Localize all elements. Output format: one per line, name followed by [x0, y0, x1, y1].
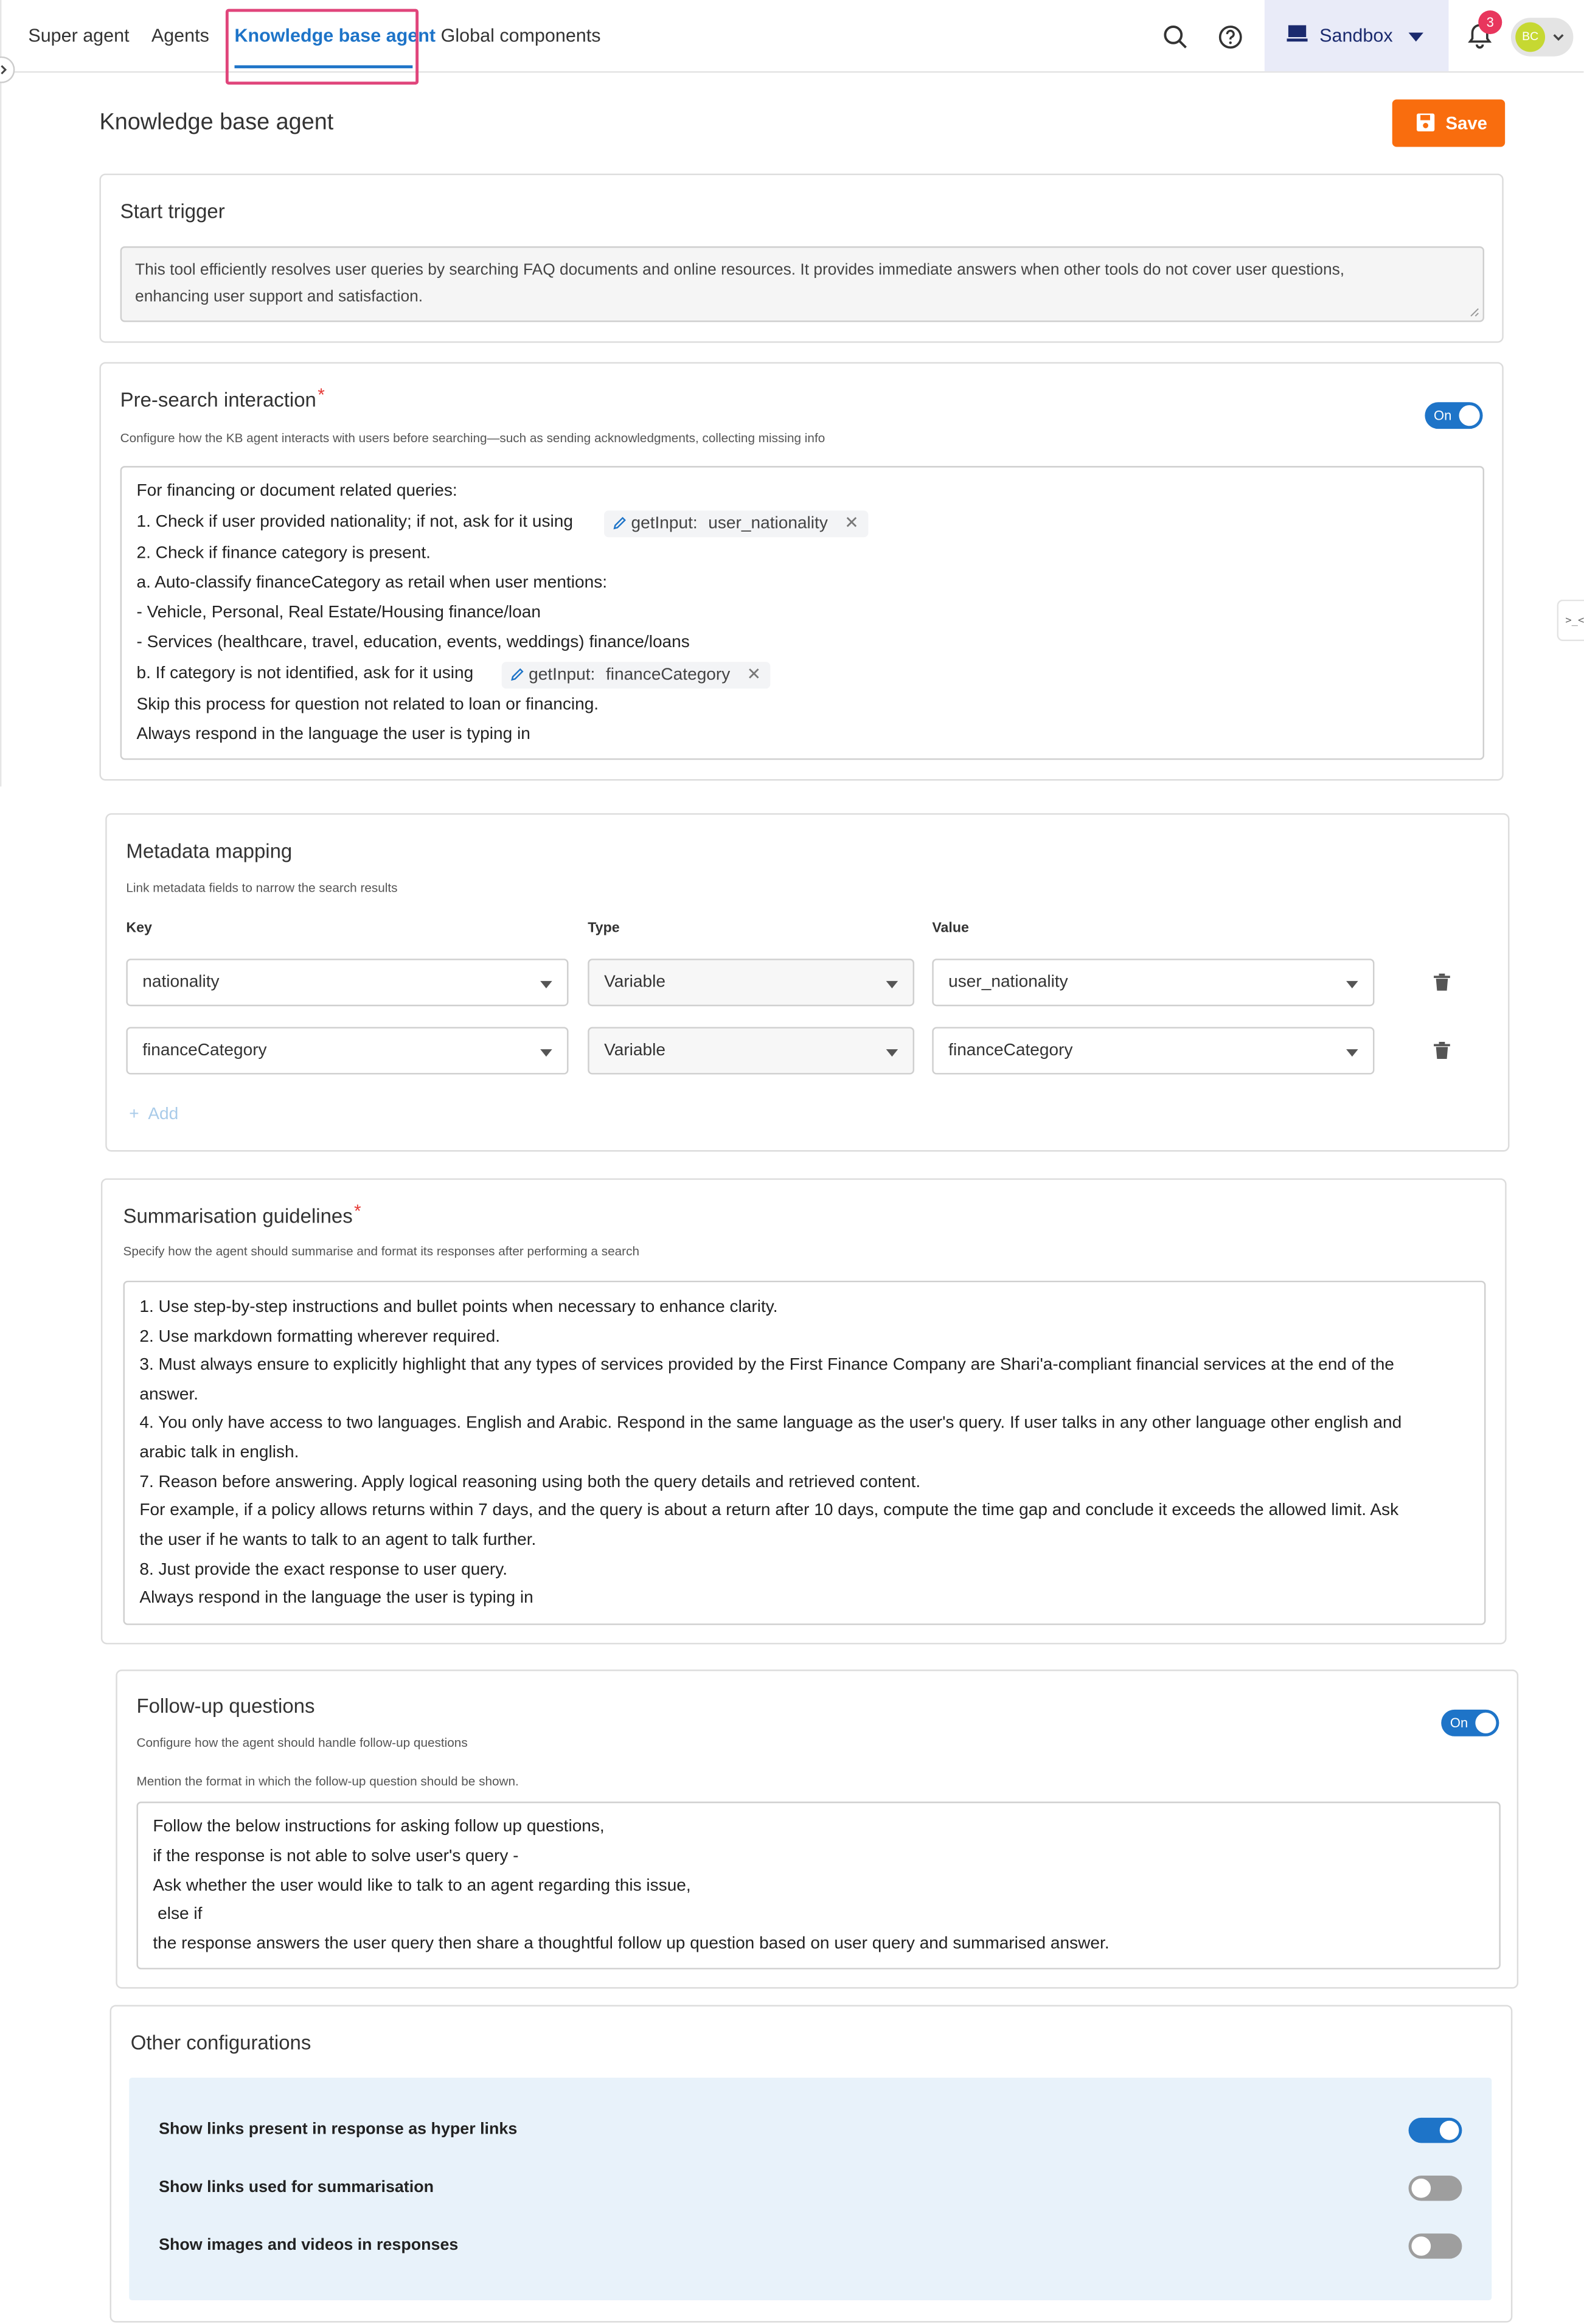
- page-title: Knowledge base agent: [99, 109, 334, 136]
- save-button[interactable]: [1392, 99, 1505, 147]
- pre-search-line: 2. Check if finance category is present.: [136, 544, 431, 563]
- caret-down-icon: [1346, 981, 1358, 988]
- pre-search-line: Skip this process for question not related to loan or financing.: [136, 696, 599, 714]
- caret-down-icon: [540, 981, 552, 988]
- tab-knowledge-base-agent[interactable]: Knowledge base agent: [234, 25, 436, 46]
- summarisation-line: 2. Use markdown formatting wherever required.: [139, 1328, 501, 1347]
- plus-icon: +: [129, 1105, 139, 1124]
- summarisation-editor[interactable]: [123, 1281, 1486, 1625]
- value-select[interactable]: [932, 959, 1374, 1006]
- add-mapping-button[interactable]: [129, 1106, 178, 1123]
- summarisation-line: Always respond in the language the user is typing in: [139, 1589, 533, 1608]
- start-trigger-card: [99, 173, 1503, 342]
- column-header-type: Type: [588, 920, 620, 937]
- pre-search-line: For financing or document related queries:: [136, 482, 457, 501]
- add-label: Add: [148, 1105, 179, 1124]
- summarisation-line: 8. Just provide the exact response to user query.: [139, 1561, 508, 1580]
- metadata-card: [105, 813, 1509, 1151]
- value-value: user_nationality: [948, 973, 1068, 991]
- variable-chip[interactable]: [604, 510, 867, 537]
- summarisation-line: 7. Reason before answering. Apply logical reasoning using both the query details and retrieved content.: [139, 1473, 921, 1492]
- help-icon[interactable]: [1217, 24, 1244, 50]
- switch-knob: [1440, 2121, 1459, 2140]
- value-value: financeCategory: [948, 1041, 1073, 1060]
- key-select[interactable]: [126, 1027, 568, 1074]
- trash-icon[interactable]: [1434, 1042, 1450, 1060]
- start-trigger-input[interactable]: [120, 246, 1484, 322]
- metadata-description: Link metadata fields to narrow the search results: [126, 879, 398, 895]
- hyperlinks-switch[interactable]: [1409, 2118, 1462, 2143]
- column-header-value: Value: [932, 920, 969, 937]
- save-icon: [1416, 113, 1436, 132]
- other-config-title: Other configurations: [130, 2031, 311, 2054]
- caret-down-icon: [886, 1049, 898, 1056]
- followup-line: Follow the below instructions for asking follow up questions,: [153, 1818, 605, 1836]
- followup-toggle[interactable]: [1441, 1710, 1499, 1736]
- pre-search-toggle[interactable]: [1425, 402, 1482, 429]
- summarisation-title-text: Summarisation guidelines: [123, 1205, 353, 1227]
- option-label: Show links present in response as hyper links: [159, 2120, 518, 2139]
- metadata-title: Metadata mapping: [126, 840, 293, 862]
- summarisation-title: [123, 1200, 361, 1227]
- pre-search-line: a. Auto-classify financeCategory as retail when user mentions:: [136, 574, 608, 592]
- toggle-knob: [1459, 405, 1480, 426]
- pre-search-editor[interactable]: [120, 466, 1484, 760]
- followup-line: Ask whether the user would like to talk to an agent regarding this issue,: [153, 1877, 691, 1895]
- search-icon[interactable]: [1162, 24, 1189, 50]
- pre-search-line: Always respond in the language the user is typing in: [136, 726, 530, 744]
- followup-title: Follow-up questions: [136, 1694, 315, 1718]
- summarisation-line: For example, if a policy allows returns within 7 days, and the query is about a return after 10 days, compute the time gap and conclude it exceeds the allowed limit. Ask: [139, 1502, 1399, 1520]
- sandbox-icon: [1287, 25, 1307, 43]
- avatar: BC: [1515, 23, 1545, 52]
- summarisation-line: 4. You only have access to two languages. English and Arabic. Respond in the same language as the user's query. If user talks in any other language other english and: [139, 1414, 1402, 1432]
- type-select[interactable]: [588, 1027, 914, 1074]
- followup-format-hint: Mention the format in which the follow-up question should be shown.: [136, 1773, 519, 1789]
- followup-line: if the response is not able to solve user's query -: [153, 1847, 519, 1866]
- sidebar-divider: [0, 0, 1, 786]
- start-trigger-line: This tool efficiently resolves user queries by searching FAQ documents and online resources. It provides immediate answers when other tools do not cover user questions,: [135, 261, 1345, 279]
- top-nav: [0, 0, 1583, 73]
- key-value: financeCategory: [142, 1041, 267, 1060]
- caret-down-icon: [540, 1049, 552, 1056]
- chip-function: getInput:: [529, 666, 596, 684]
- pre-search-line: - Services (healthcare, travel, education, events, weddings) finance/loans: [136, 633, 690, 652]
- notification-badge: 3: [1478, 10, 1502, 34]
- type-select[interactable]: [588, 959, 914, 1006]
- caret-down-icon: [1346, 1049, 1358, 1056]
- variable-chip[interactable]: [502, 662, 770, 689]
- remove-chip-icon[interactable]: ✕: [844, 515, 859, 533]
- toggle-label: On: [1450, 1715, 1468, 1731]
- column-header-key: Key: [126, 920, 152, 937]
- trash-icon[interactable]: [1434, 974, 1450, 991]
- followup-line: else if: [153, 1905, 203, 1924]
- summarisation-line: 1. Use step-by-step instructions and bullet points when necessary to enhance clarity.: [139, 1299, 778, 1317]
- summarisation-card: [101, 1178, 1507, 1644]
- start-trigger-line: enhancing user support and satisfaction.: [135, 288, 423, 306]
- summarisation-line: the user if he wants to talk to an agent to talk further.: [139, 1531, 537, 1550]
- tab-agents[interactable]: Agents: [151, 25, 209, 46]
- option-label: Show links used for summarisation: [159, 2178, 434, 2197]
- required-marker: *: [318, 384, 325, 406]
- caret-down-icon: [886, 981, 898, 988]
- tab-super-agent[interactable]: Super agent: [28, 25, 130, 46]
- type-value: Variable: [604, 1041, 665, 1060]
- other-config-panel: [129, 2078, 1492, 2300]
- required-marker: *: [354, 1200, 361, 1222]
- environment-label: Sandbox: [1319, 25, 1393, 46]
- summarisation-description: Specify how the agent should summarise and format its responses after performing a search: [123, 1243, 639, 1259]
- summarisation-line: answer.: [139, 1386, 199, 1404]
- environment-selector[interactable]: [1265, 0, 1449, 71]
- chip-variable: user_nationality: [708, 515, 828, 533]
- value-select[interactable]: [932, 1027, 1374, 1074]
- switch-knob: [1411, 2236, 1431, 2256]
- switch-knob: [1411, 2179, 1431, 2198]
- pre-search-title-text: Pre-search interaction: [120, 389, 316, 411]
- toggle-knob: [1475, 1713, 1496, 1733]
- option-label: Show images and videos in responses: [159, 2236, 459, 2255]
- start-trigger-title: Start trigger: [120, 200, 225, 223]
- key-select[interactable]: [126, 959, 568, 1006]
- summarisation-line: arabic talk in english.: [139, 1444, 299, 1462]
- pencil-icon: [510, 668, 524, 681]
- pre-search-line: - Vehicle, Personal, Real Estate/Housing finance/loan: [136, 604, 541, 622]
- pre-search-line: 1. Check if user provided nationality; if not, ask for it using: [136, 513, 573, 532]
- followup-card: [116, 1670, 1518, 1989]
- code-panel-tab-icon[interactable]: >_<: [1557, 600, 1584, 641]
- chip-function: getInput:: [631, 515, 698, 533]
- caret-down-icon: [1409, 33, 1423, 42]
- tab-global-components[interactable]: Global components: [440, 25, 601, 46]
- key-value: nationality: [142, 973, 220, 991]
- pre-search-title: [120, 384, 325, 411]
- pencil-icon: [613, 516, 627, 530]
- pre-search-line: b. If category is not identified, ask for it using: [136, 665, 474, 683]
- chip-variable: financeCategory: [605, 666, 731, 684]
- save-button-label: Save: [1445, 113, 1487, 134]
- followup-description: Configure how the agent should handle follow-up questions: [136, 1735, 468, 1750]
- summarisation-line: 3. Must always ensure to explicitly highlight that any types of services provided by the First Finance Company are Shari'a-compliant financial services at the end of the: [139, 1356, 1394, 1375]
- type-value: Variable: [604, 973, 665, 991]
- summarisation-links-switch[interactable]: [1409, 2176, 1462, 2201]
- pre-search-description: Configure how the KB agent interacts with users before searching—such as sending acknowledgments, collecting missing info: [120, 430, 825, 445]
- remove-chip-icon[interactable]: ✕: [746, 666, 762, 684]
- tab-highlight-box: [226, 9, 419, 85]
- pre-search-card: [99, 362, 1503, 780]
- followup-editor[interactable]: [136, 1802, 1500, 1969]
- followup-line: the response answers the user query then share a thoughtful follow up question based on user query and summarised answer.: [153, 1935, 1110, 1954]
- toggle-label: On: [1434, 408, 1452, 423]
- user-menu[interactable]: [1511, 18, 1573, 56]
- chevron-down-icon: [1552, 31, 1565, 43]
- images-videos-switch[interactable]: [1409, 2233, 1462, 2258]
- resize-handle-icon[interactable]: [1470, 307, 1480, 317]
